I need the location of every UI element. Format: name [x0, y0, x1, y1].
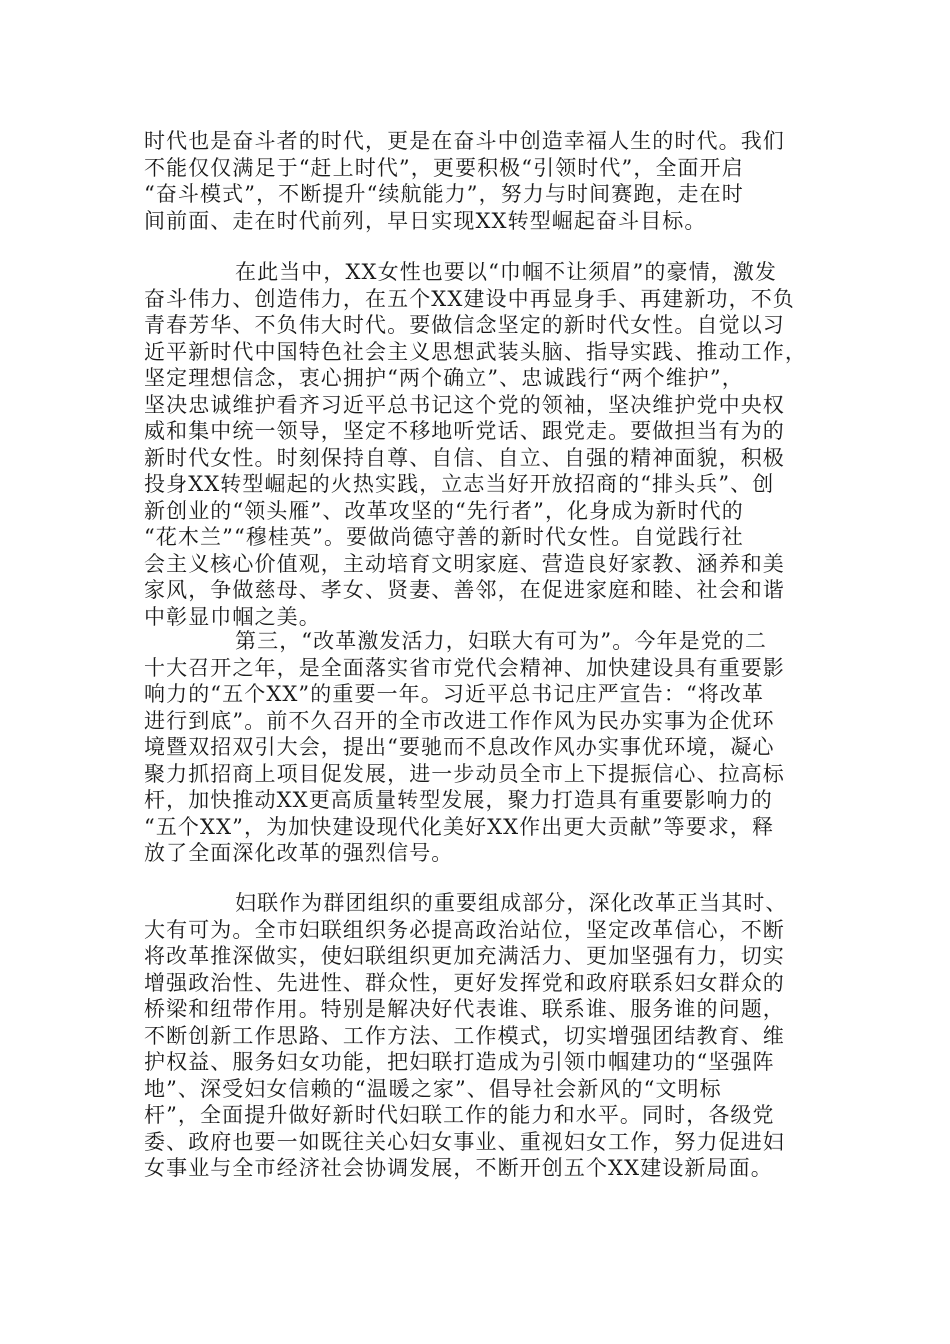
text-line: 女事业与全市经济社会协调发展，不断开创五个XX建设新局面。 [144, 1156, 773, 1180]
text-line: 聚力抓招商上项目促发展，进一步动员全市上下提振信心、拉高标 [144, 761, 785, 786]
text-line: 坚定理想信念，衷心拥护“两个确立”、忠诚践行“两个维护”， [144, 366, 744, 390]
text-line: 在此当中，XX女性也要以“巾帼不让须眉”的豪情，激发 [235, 260, 777, 284]
paragraph-3 [144, 628, 814, 867]
text-line: 不能仅仅满足于“赶上时代”，更要积极“引领时代”，全面开启 [144, 155, 744, 180]
text-line: 将改革推深做实，使妇联组织更加充满活力、更加坚强有力，切实 [144, 944, 785, 968]
text-line: 新创业的“领头雁”、改革攻坚的“先行者”，化身成为新时代的 [144, 498, 744, 523]
text-line: 十大召开之年，是全面落实省市党代会精神、加快建设具有重要影 [144, 655, 785, 680]
text-line: 响力的“五个XX”的重要一年。习近平总书记庄严宣告：“将改革 [144, 682, 765, 706]
text-line: “五个XX”，为加快建设现代化美好XX作出更大贡献”等要求，释 [144, 814, 775, 839]
text-line: 进行到底”。前不久召开的全市改进工作作风为民办实事为企优环 [144, 708, 775, 733]
paragraph-2 [144, 259, 814, 630]
text-line: 时代也是奋斗者的时代，更是在奋斗中创造幸福人生的时代。我们 [144, 129, 785, 153]
text-line: 新时代女性。时刻保持自尊、自信、自立、自强的精神面貌，积极 [144, 445, 785, 470]
text-line: 地”、深受妇女信赖的“温暖之家”、倡导社会新风的“文明标 [144, 1076, 722, 1101]
text-line: 家风，争做慈母、孝女、贤妻、善邻，在促进家庭和睦、社会和谐 [144, 578, 785, 602]
text-line: 增强政治性、先进性、群众性，更好发挥党和政府联系妇女群众的 [144, 970, 785, 995]
text-line: 第三，“改革激发活力，妇联大有可为”。今年是党的二 [235, 629, 767, 653]
text-line: 境暨双招双引大会，提出“要驰而不息改作风办实事优环境，凝心 [144, 735, 775, 759]
text-line: “奋斗模式”，不断提升“续航能力”，努力与时间赛跑，走在时 [144, 182, 744, 206]
text-line: 杆”，全面提升做好新时代妇联工作的能力和水平。同时，各级党 [144, 1103, 775, 1127]
text-line: 委、政府也要一如既往关心妇女事业、重视妇女工作，努力促进妇 [144, 1129, 785, 1154]
paragraph-4 [144, 890, 814, 1182]
text-line: 投身XX转型崛起的火热实践，立志当好开放招商的“排头兵”、创 [144, 472, 775, 496]
text-line: 青春芳华、不负伟大时代。要做信念坚定的新时代女性。自觉以习 [144, 313, 785, 337]
text-line: 不断创新工作思路、工作方法、工作模式，切实增强团结教育、维 [144, 1023, 785, 1048]
text-line: 桥梁和纽带作用。特别是解决好代表谁、联系谁、服务谁的问题， [144, 997, 785, 1021]
text-line: 放了全面深化改革的强烈信号。 [144, 841, 454, 865]
text-line: 间前面、走在时代前列，早日实现XX转型崛起奋斗目标。 [144, 208, 707, 233]
text-line: 大有可为。全市妇联组织务必提高政治站位，坚定改革信心，不断 [144, 917, 785, 942]
paragraph-1 [144, 128, 814, 234]
text-line: 威和集中统一领导，坚定不移地听党话、跟党走。要做担当有为的 [144, 419, 785, 443]
text-line: 奋斗伟力、创造伟力，在五个XX建设中再显身手、再建新功，不负 [144, 286, 795, 311]
text-line: 杆，加快推动XX更高质量转型发展，聚力打造具有重要影响力的 [144, 788, 773, 812]
text-line: “花木兰”“穆桂英”。要做尚德守善的新时代女性。自觉践行社 [144, 525, 744, 549]
text-line: 会主义核心价值观，主动培育文明家庭、营造良好家教、涵养和美 [144, 551, 785, 576]
text-line: 近平新时代中国特色社会主义思想武装头脑、指导实践、推动工作， [144, 339, 807, 364]
text-line: 妇联作为群团组织的重要组成部分，深化改革正当其时、 [235, 891, 788, 915]
text-line: 中彰显巾帼之美。 [144, 604, 321, 629]
text-line: 坚决忠诚维护看齐习近平总书记这个党的领袖，坚决维护党中央权 [144, 392, 785, 417]
text-line: 护权益、服务妇女功能，把妇联打造成为引领巾帼建功的“坚强阵 [144, 1050, 775, 1074]
